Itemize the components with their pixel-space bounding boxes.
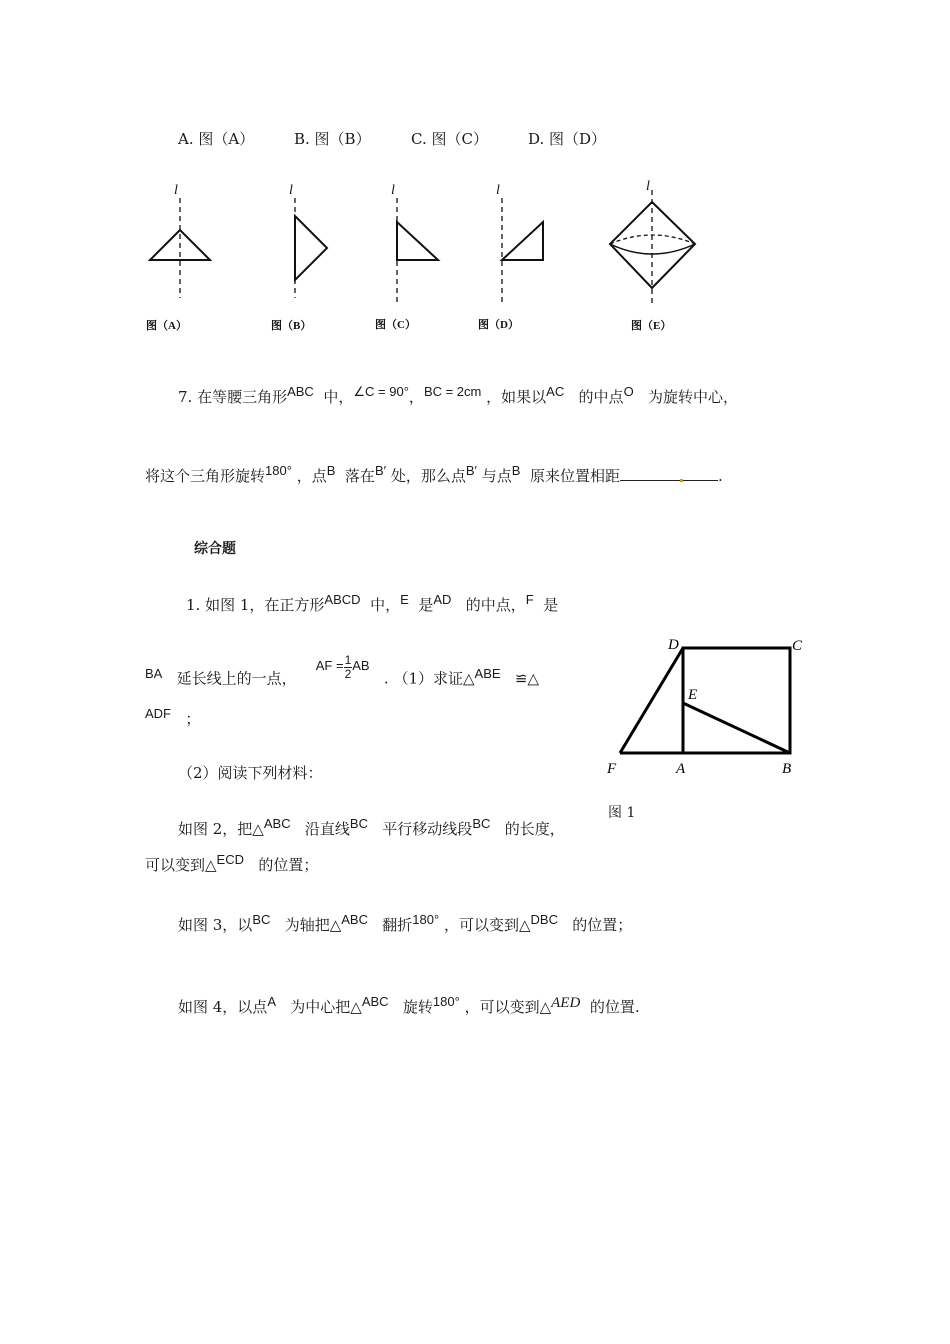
fraction-denominator: 2 (344, 667, 352, 681)
fraction-numerator: 1 (344, 653, 352, 667)
answer-blank[interactable] (620, 466, 718, 481)
p1-line4: （2）阅读下列材料： (178, 764, 323, 782)
p1-math: 180° (432, 994, 460, 1009)
p1-text: 的长度， (504, 820, 565, 838)
fig-a-axis-label: l (174, 183, 178, 198)
p1-line2 (145, 653, 539, 693)
fig-e-caption: 图（E） (631, 320, 672, 332)
fig-d-axis-label: l (496, 183, 500, 198)
choice-a: A. 图（A） (178, 130, 255, 148)
p1-math: BC (252, 912, 271, 927)
p1-text: 的位置. (589, 998, 640, 1016)
p1-text: 如图 3，以 (178, 916, 253, 934)
q7-text: ，点 (296, 467, 327, 485)
figure-1-caption: 图 1 (608, 805, 636, 821)
fig-b-shape (295, 216, 327, 280)
fig-d-caption: 图（D） (478, 319, 519, 331)
fig-c-axis-label: l (391, 183, 395, 198)
fraction-half (344, 654, 353, 681)
q7-text: 为旋转中心， (648, 388, 739, 406)
p1-math: 180° (412, 912, 440, 927)
label-b: B (782, 761, 792, 777)
q7-text: 原来位置相距 (529, 467, 620, 485)
p1-math: F (525, 592, 534, 607)
square-abcd (683, 648, 790, 753)
fig-a-caption: 图（A） (146, 320, 187, 332)
p1-math: A (267, 994, 276, 1009)
p1-text: ； (185, 710, 201, 728)
p1-line5 (178, 818, 565, 839)
q7-text: 处，那么点 (390, 467, 466, 485)
label-d: D (668, 637, 679, 653)
p1-text: 沿直线 (304, 820, 350, 838)
p1-text: 可以变到△ (145, 856, 217, 874)
figure-1 (600, 630, 830, 780)
q7-math: B′ (465, 463, 477, 478)
p1-text: 为轴把△ (284, 916, 342, 934)
p1-text: ，可以变到△ (443, 916, 531, 934)
p1-math: ABE (474, 665, 501, 681)
fig-c-caption: 图（C） (375, 319, 416, 331)
q7-text: 与点 (481, 467, 512, 485)
p1-math: AB (352, 657, 370, 673)
p1-math: AD (433, 592, 452, 607)
p1-line8 (178, 996, 640, 1017)
p1-text: 中， (370, 596, 401, 614)
p1-math: ECD (216, 852, 244, 867)
fig-c-shape (397, 222, 438, 260)
q7-text: . (717, 467, 723, 485)
q7-text: 的中点 (578, 388, 624, 406)
p1-line1 (186, 594, 558, 615)
fig-e-axis-label: l (646, 179, 650, 194)
choice-d: D. 图（D） (528, 130, 607, 148)
q7-math: B (511, 463, 521, 478)
q7-math: O (623, 384, 634, 399)
label-a: A (676, 761, 686, 777)
segment-eb (683, 703, 790, 753)
p1-math: ABC (263, 816, 291, 831)
p1-math: ABCD (324, 592, 361, 607)
q7-math: B′ (374, 463, 387, 478)
p1-text: 是 (543, 596, 559, 614)
q7-math: ∠C = 90° (353, 384, 409, 399)
p1-line6 (145, 854, 318, 875)
p1-text: 旋转 (402, 998, 433, 1016)
p1-math: DBC (530, 912, 558, 927)
q7-line2 (145, 465, 723, 486)
p1-math: BA (145, 665, 163, 681)
label-f: F (607, 761, 617, 777)
q7-math: 180° (265, 463, 292, 478)
p1-text: . （1）求证△ (383, 669, 475, 688)
choice-c: C. 图（C） (411, 130, 488, 148)
p1-text: 为中心把△ (290, 998, 362, 1016)
p1-line3 (145, 708, 200, 729)
p1-math: E (400, 592, 409, 607)
label-e: E (688, 687, 698, 703)
fig-b-axis-label: l (289, 183, 293, 198)
p1-math: AF = (315, 657, 344, 673)
q7-line1 (178, 386, 738, 407)
p1-math: ABC (341, 912, 368, 927)
q7-text: 将这个三角形旋转 (145, 467, 266, 485)
p1-math: ABC (361, 994, 389, 1009)
q7-text: 落在 (344, 467, 375, 485)
q7-text: ， (408, 388, 424, 406)
q7-math: ABC (287, 384, 314, 399)
section-title: 综合题 (194, 541, 236, 557)
p1-text: 如图 2，把△ (178, 820, 264, 838)
p1-text: 1. 如图 1，在正方形 (186, 596, 325, 614)
p1-text: 的中点， (465, 596, 526, 614)
q7-text: 中， (323, 388, 354, 406)
p1-text: ≌△ (514, 669, 539, 688)
choice-b: B. 图（B） (294, 130, 371, 148)
segment-df (620, 648, 683, 753)
fig-b-caption: 图（B） (271, 320, 312, 332)
q7-math: B (326, 463, 336, 478)
p1-math: AED (551, 995, 581, 1011)
fig-d-shape (502, 222, 543, 260)
q7-text: ，如果以 (486, 388, 547, 406)
p1-text: 如图 4，以点 (178, 998, 268, 1016)
q7-math: AC (546, 384, 565, 399)
p1-line7 (178, 914, 632, 935)
p1-text: 的位置； (258, 856, 319, 874)
p1-math: ADF (145, 706, 171, 721)
p1-text: 延长线上的一点， (176, 669, 297, 688)
p1-math: BC (472, 816, 491, 831)
p1-text: 是 (418, 596, 434, 614)
q7-text: 7. 在等腰三角形 (178, 388, 288, 406)
rotation-figures (140, 178, 700, 338)
p1-text: 平行移动线段 (382, 820, 473, 838)
q7-math: BC = 2cm (423, 384, 482, 399)
p1-text: ，可以变到△ (464, 998, 552, 1016)
p1-math: BC (349, 816, 368, 831)
p1-text: 的位置； (572, 916, 633, 934)
label-c: C (792, 638, 803, 654)
p1-text: 翻折 (382, 916, 413, 934)
